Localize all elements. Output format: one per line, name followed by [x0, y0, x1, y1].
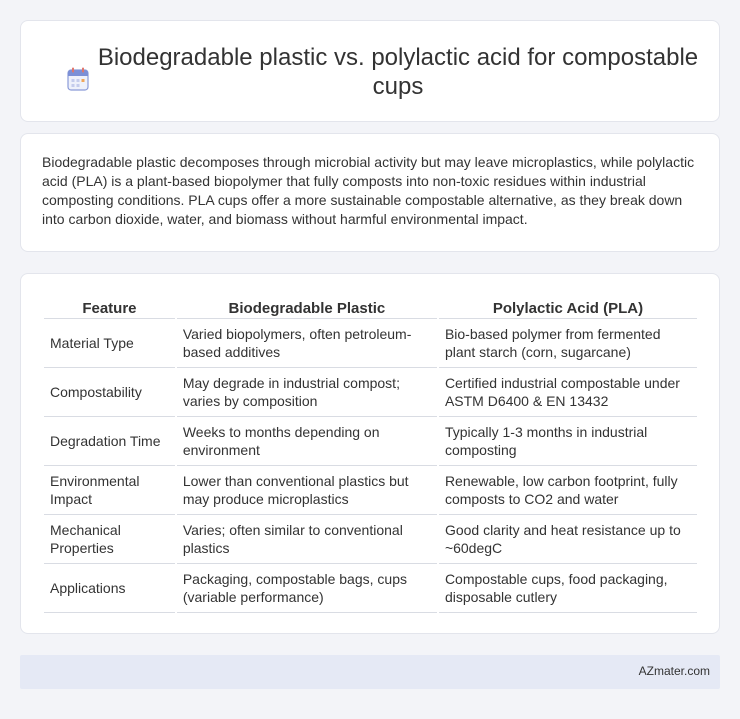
table-row: [44, 515, 697, 564]
biodegradable-cell: Weeks to months depending on environment: [177, 417, 437, 466]
pla-cell: Compostable cups, food packaging, disposable cutlery: [439, 564, 697, 613]
table-row: [44, 466, 697, 515]
pla-cell: Bio-based polymer from fermented plant starch (corn, sugarcane): [439, 319, 697, 368]
summary-card: [20, 133, 720, 252]
pla-cell: Typically 1-3 months in industrial composting: [439, 417, 697, 466]
pla-cell: Certified industrial compostable under ASTM D6400 & EN 13432: [439, 368, 697, 417]
footer-bar: [20, 655, 720, 689]
biodegradable-cell: Lower than conventional plastics but may produce microplastics: [177, 466, 437, 515]
feature-cell: Degradation Time: [44, 417, 175, 466]
feature-cell: Material Type: [44, 319, 175, 368]
table-row: [44, 319, 697, 368]
biodegradable-cell: Packaging, compostable bags, cups (variable performance): [177, 564, 437, 613]
table-row: [44, 368, 697, 417]
pla-cell: Renewable, low carbon footprint, fully composts to CO2 and water: [439, 466, 697, 515]
footer-brand-link[interactable]: AZmater.com: [638, 664, 710, 678]
page-title: Biodegradable plastic vs. polylactic acid for compostable cups: [97, 44, 699, 100]
table-row: [44, 417, 697, 466]
summary-paragraph: Biodegradable plastic decomposes through microbial activity but may leave microplastics, while polylactic acid (PLA) is a plant-based biopolymer that fully composts into non-toxic residues within industrial composting conditions. PLA cups offer a more sustainable compostable alternative, as they break down into carbon dioxide, water, and biomass without harmful environmental impact.: [42, 154, 695, 227]
calendar-icon: [67, 67, 89, 91]
table-row: [44, 564, 697, 613]
title-card: [20, 20, 720, 122]
biodegradable-cell: May degrade in industrial compost; varies by composition: [177, 368, 437, 417]
comparison-table: [42, 296, 699, 613]
feature-cell: Applications: [44, 564, 175, 613]
column-header-biodegradable-plastic: Biodegradable Plastic: [177, 296, 437, 319]
comparison-table-card: [20, 273, 720, 634]
pla-cell: Good clarity and heat resistance up to ~60degC: [439, 515, 697, 564]
table-header-row: [44, 296, 697, 319]
feature-cell: Compostability: [44, 368, 175, 417]
feature-cell: Mechanical Properties: [44, 515, 175, 564]
column-header-pla: Polylactic Acid (PLA): [439, 296, 697, 319]
feature-cell: Environmental Impact: [44, 466, 175, 515]
column-header-feature: Feature: [44, 296, 175, 319]
biodegradable-cell: Varies; often similar to conventional plastics: [177, 515, 437, 564]
biodegradable-cell: Varied biopolymers, often petroleum-based additives: [177, 319, 437, 368]
